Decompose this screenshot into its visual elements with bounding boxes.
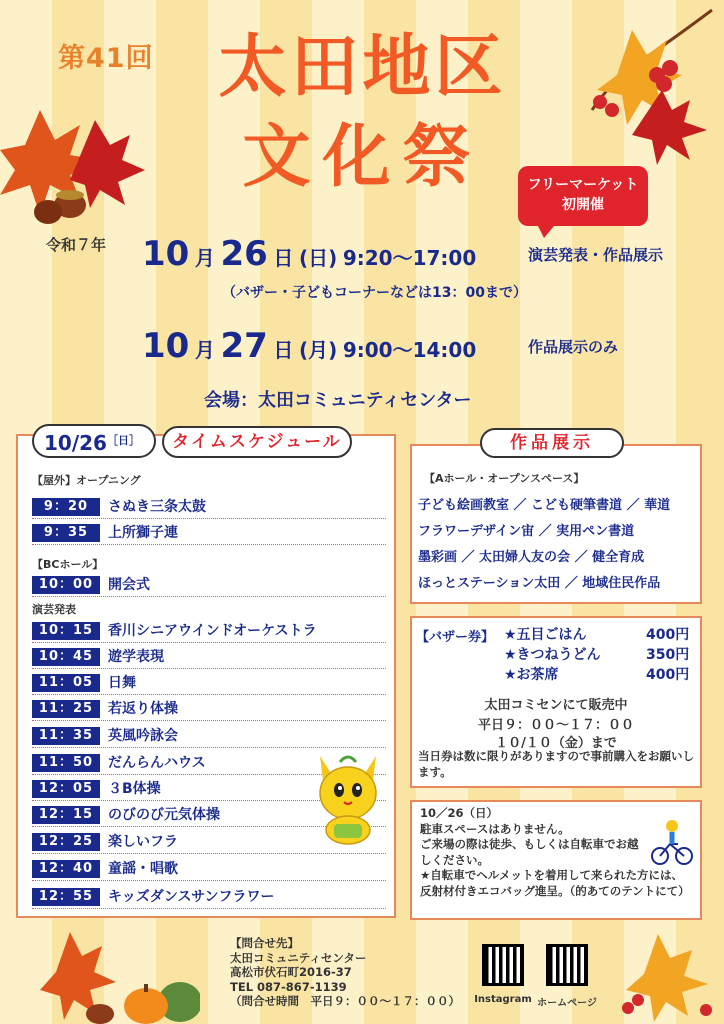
festival-title-line1: 太田地区 <box>218 28 507 107</box>
day2-dow: (月) <box>298 338 338 362</box>
schedule-program: ３B体操 <box>108 781 161 797</box>
day1-note: 演芸発表・作品展示 <box>528 246 664 264</box>
schedule-program: キッズダンスサンフラワー <box>108 889 275 905</box>
notice-line: ご来場の際は徒歩、もしくは自転車でお越しください。 <box>420 837 639 867</box>
schedule-time: 11：50 <box>32 754 100 772</box>
festival-title-line2: 文化祭 <box>242 118 483 197</box>
venue-label: 会場：太田コミュニティセンター <box>204 390 472 411</box>
schedule-time: 10：15 <box>32 622 100 640</box>
schedule-row <box>32 524 386 542</box>
works-line: ほっとステーション太田 ／ 地域住民作品 <box>418 576 661 591</box>
schedule-time: 9：35 <box>32 524 100 542</box>
autumn-leaves-bottom-right-decoration <box>608 930 724 1024</box>
bazaar-item-price: 350円 <box>646 647 690 663</box>
schedule-program: さぬき三条太鼓 <box>108 499 206 515</box>
schedule-time: 12：05 <box>32 780 100 798</box>
section-outdoor: 【屋外】オープニング <box>32 474 141 487</box>
works-line: 子ども絵画教室 ／ こども硬筆書道 ／ 華道 <box>418 498 671 513</box>
notice-line: 駐車スペースはありません。 <box>420 821 570 836</box>
works-line: 墨彩画 ／ 太田婦人友の会 ／ 健全育成 <box>418 550 645 565</box>
day2-day-unit: 日 <box>273 338 294 362</box>
schedule-time: 11：25 <box>32 700 100 718</box>
schedule-program: 英風吟詠会 <box>108 728 178 744</box>
contact-tel: TEL 087-867-1139 <box>230 979 347 994</box>
schedule-program: 遊学表現 <box>108 649 164 665</box>
schedule-program: 日舞 <box>108 675 136 691</box>
bazaar-sale-place: 太田コミセンにて販売中 <box>484 698 628 713</box>
schedule-time: 12：55 <box>32 888 100 906</box>
bazaar-note: 当日券は数に限りがありますので事前購入をお願いします。 <box>418 749 694 779</box>
bazaar-sale-until: １０/１０（金）まで <box>495 736 617 751</box>
schedule-row <box>32 700 386 718</box>
schedule-program: 楽しいフラ <box>108 834 178 850</box>
bazaar-item-name: ★お茶席 <box>504 667 559 683</box>
contact-hours: （問合せ時間 平日９：００〜１７：００） <box>230 994 460 1008</box>
schedule-row <box>32 888 386 906</box>
instagram-qr-code[interactable] <box>482 944 524 986</box>
free-market-line1: フリーマーケット <box>527 177 639 193</box>
free-market-line2: 初開催 <box>562 197 604 213</box>
cyclist-icon <box>650 818 694 866</box>
schedule-time: 11：05 <box>32 674 100 692</box>
day1-time: 9:20〜17:00 <box>342 246 477 270</box>
schedule-row <box>32 674 386 692</box>
bazaar-item-name: ★五目ごはん <box>504 627 587 643</box>
day1-sub-note: （バザー・子どもコーナーなどは13：00まで） <box>222 285 527 301</box>
schedule-row <box>32 576 386 594</box>
schedule-date-badge <box>32 424 156 458</box>
schedule-time: 10：45 <box>32 648 100 666</box>
schedule-row <box>32 727 386 745</box>
day2-month: 10 <box>142 326 190 366</box>
day2-month-unit: 月 <box>194 338 215 362</box>
pumpkin-leaves-bottom-left-decoration <box>40 928 200 1024</box>
schedule-time: 10：00 <box>32 576 100 594</box>
autumn-berries-top-right-decoration <box>572 0 724 170</box>
notice-line: 10／26（日） <box>420 806 499 820</box>
schedule-program: 若返り体操 <box>108 701 178 717</box>
section-performance: 演芸発表 <box>32 603 76 616</box>
contact-heading: 【問合せ先】 <box>230 936 299 950</box>
schedule-row <box>32 622 386 640</box>
schedule-time: 12：40 <box>32 860 100 878</box>
day2-time: 9:00〜14:00 <box>342 338 477 362</box>
era-label: 令和７年 <box>46 236 107 254</box>
schedule-date: 10/26 <box>44 431 107 455</box>
contact-address: 高松市伏石町2016-37 <box>230 965 352 979</box>
bazaar-label: 【バザー券】 <box>416 630 495 645</box>
day2-note: 作品展示のみ <box>528 338 619 356</box>
schedule-date-dow: ［日］ <box>106 434 140 447</box>
edition-label: 第41回 <box>58 43 154 74</box>
schedule-program: のびのび元気体操 <box>108 807 220 823</box>
bazaar-item-name: ★きつねうどん <box>504 647 601 663</box>
notice-line: ★自転車でヘルメットを着用して来られた方には、反射材付きエコバッグ進呈。（的あてのテントにて） <box>420 868 690 898</box>
day1-month: 10 <box>142 234 190 274</box>
bazaar-item-price: 400円 <box>646 667 690 683</box>
schedule-program: 香川シニアウインドオーケストラ <box>108 623 317 639</box>
section-bc-hall: 【BCホール】 <box>32 558 104 571</box>
day1-month-unit: 月 <box>194 246 215 270</box>
works-line: フラワーデザイン宙 ／ 実用ペン書道 <box>418 524 635 539</box>
schedule-row <box>32 498 386 516</box>
schedule-program: 開会式 <box>108 577 150 593</box>
schedule-time: 9：20 <box>32 498 100 516</box>
schedule-row <box>32 648 386 666</box>
instagram-qr-label: Instagram <box>474 994 532 1005</box>
mascot-illustration <box>310 748 386 848</box>
works-title: 作品展示 <box>480 428 624 458</box>
free-market-badge <box>518 166 648 226</box>
schedule-program: 童謡・唱歌 <box>108 861 178 877</box>
works-subtitle: 【Aホール・オープンスペース】 <box>424 472 585 485</box>
contact-name: 太田コミュニティセンター <box>230 950 367 965</box>
day1-day-unit: 日 <box>273 246 294 270</box>
day1-date <box>142 234 476 274</box>
schedule-title: タイムスケジュール <box>162 426 352 458</box>
bazaar-sale-hours: 平日９：００〜１７：００ <box>477 718 634 733</box>
schedule-time: 11：35 <box>32 727 100 745</box>
bazaar-item-price: 400円 <box>646 627 690 643</box>
schedule-time: 12：15 <box>32 806 100 824</box>
autumn-leaves-top-left-decoration <box>0 90 150 230</box>
day2-day: 27 <box>220 326 268 366</box>
homepage-qr-label: ホームページ <box>537 998 597 1009</box>
day1-day: 26 <box>220 234 268 274</box>
schedule-program: 上所獅子連 <box>108 525 178 541</box>
contact-block <box>230 936 460 1009</box>
day1-dow: (日) <box>298 246 338 270</box>
schedule-time: 12：25 <box>32 833 100 851</box>
day2-date <box>142 326 476 366</box>
homepage-qr-code[interactable] <box>546 944 588 986</box>
schedule-program: だんらんハウス <box>108 755 206 771</box>
schedule-row <box>32 860 386 878</box>
